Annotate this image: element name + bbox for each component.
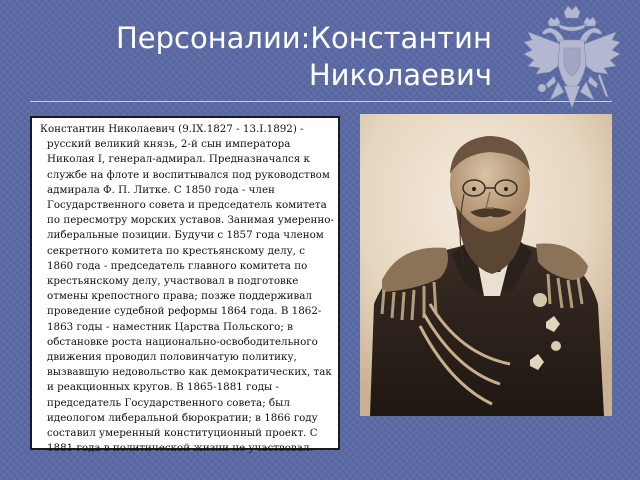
slide-title [32, 20, 492, 94]
portrait-photo [360, 114, 612, 416]
slide-title-line-2: Николаевич [308, 58, 492, 92]
double-headed-eagle-emblem [520, 4, 624, 114]
biography-text: Константин Николаевич (9.IX.1827 - 13.I.1892) - русский великий князь, 2-й сын императора Николая I, генерал-адмирал. Предназначался к службе на флоте и воспитывался под руководством адмирала Ф. П. Литке. С 1850 года - член Государственного совета и председатель комитета по пересмотру морских уставов. Занимая умеренно-либеральные позиции. Будучи с 1857 года членом секретного комитета по крестьянскому делу, с 1860 года - председатель главного комитета по крестьянскому делу, участвовал в подготовке отмены крепостного права; позже поддерживал проведение судебной реформы 1864 года. В 1862-1863 годы - наместник Царства Польского; в обстановке роста национально-освободительного движения проводил половинчатую политику, вызвавшую недовольство как демократических, так и реакционных кругов. В 1865-1881 годы - председатель Государственного совета; был идеологом либеральной бюрократии; в 1866 году составил умеренный конституционный проект. С 1881 года в политической жизни не участвовал. [40, 123, 334, 455]
biography-text-box [30, 116, 340, 455]
slide-title-line-1: Персоналии:Константин [115, 21, 492, 55]
